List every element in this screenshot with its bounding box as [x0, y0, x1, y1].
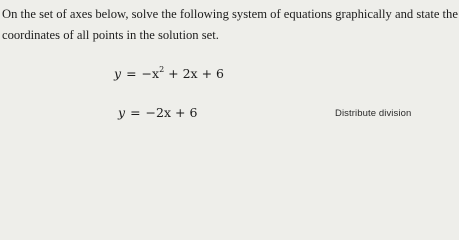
problem-instructions: On the set of axes below, solve the following system of equations graphically and state the coordinates of all points in the solution set.	[2, 7, 458, 42]
equation-2-relation: =	[130, 105, 141, 120]
equation-1-rhs-term: −x	[141, 66, 160, 81]
equation-1-relation: =	[126, 66, 137, 81]
equation-2	[118, 105, 197, 120]
equation-1	[114, 66, 224, 81]
equation-2-rhs: −2x + 6	[145, 105, 198, 120]
equation-1-exponent: 2	[159, 65, 165, 74]
annotation-note: Distribute division	[335, 108, 412, 119]
equation-2-lhs: y	[118, 105, 126, 120]
equation-1-rhs-rest: + 2x + 6	[164, 66, 224, 81]
equation-1-lhs: y	[114, 66, 122, 81]
